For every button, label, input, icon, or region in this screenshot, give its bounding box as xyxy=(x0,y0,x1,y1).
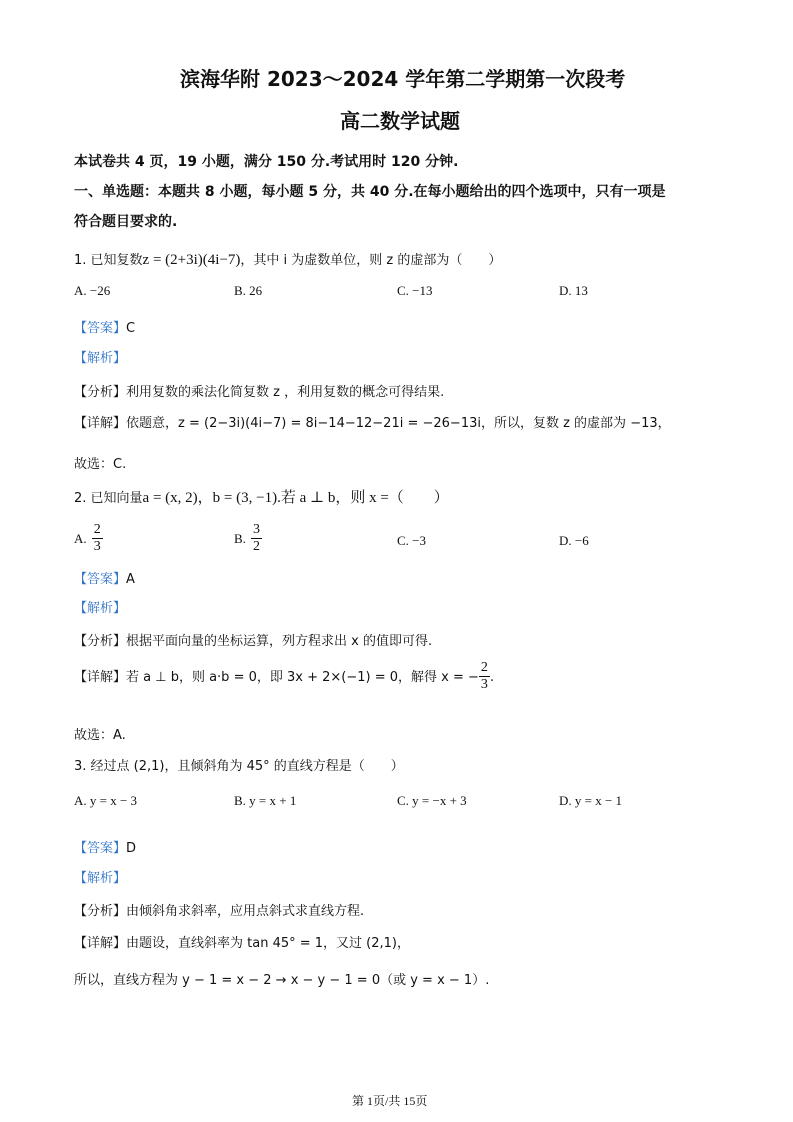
page-title: 滨海华附 2023～2024 学年第二学期第一次段考 xyxy=(180,67,626,91)
detail-tag: 【详解】 xyxy=(74,416,127,431)
page-subtitle: 高二数学试题 xyxy=(340,109,460,133)
q1-answer-value: C xyxy=(126,321,136,336)
question-2-formula: a = (x, 2)，b = (3, −1).若 a ⊥ b，则 x =（ ） xyxy=(142,490,449,506)
q3-conclusion: 所以，直线方程为 y − 1 = x − 2 → x − y − 1 = 0（或 y = x − 1）. xyxy=(74,973,490,988)
question-1-prefix: 1. 已知复数 xyxy=(74,253,143,268)
q3-detail xyxy=(74,932,410,951)
q1-analysis-tag: 【解析】 xyxy=(74,351,127,366)
q1-fenxi xyxy=(74,381,444,400)
q2-option-c: C. −3 xyxy=(397,533,427,548)
q2-fenxi-text: 根据平面向量的坐标运算，列方程求出 x 的值即可得. xyxy=(126,634,433,649)
fenxi-tag: 【分析】 xyxy=(74,634,127,649)
q2-fenxi xyxy=(74,630,432,649)
fraction-denominator: 3 xyxy=(93,539,101,554)
fraction-denominator: 3 xyxy=(480,677,488,692)
q1-detail xyxy=(74,412,671,431)
q2-option-a xyxy=(74,522,103,555)
q1-conclusion: 故选：C. xyxy=(74,457,127,472)
fraction-numerator: 3 xyxy=(253,522,261,537)
q3-fenxi-text: 由倾斜角求斜率，应用点斜式求直线方程. xyxy=(126,904,365,919)
q3-option-c: C. y = −x + 3 xyxy=(397,793,467,808)
exam-info: 本试卷共 4 页，19 小题，满分 150 分.考试用时 120 分钟. xyxy=(74,154,459,170)
q3-analysis-tag: 【解析】 xyxy=(74,871,127,886)
q2-detail-fraction xyxy=(479,660,490,693)
q1-option-d: D. 13 xyxy=(559,283,588,298)
fraction-denominator: 2 xyxy=(253,539,261,554)
q2-option-b xyxy=(234,522,262,555)
answer-tag: 【答案】 xyxy=(74,841,127,856)
fraction-numerator: 2 xyxy=(480,660,488,675)
q2-detail xyxy=(74,660,494,693)
q2-option-b-fraction xyxy=(251,522,262,555)
answer-tag: 【答案】 xyxy=(74,572,127,587)
detail-tag: 【详解】 xyxy=(74,936,127,951)
q1-option-a: A. −26 xyxy=(74,283,111,298)
section-heading-cont: 符合题目要求的. xyxy=(74,214,178,230)
q2-detail-end: . xyxy=(489,670,495,685)
question-1-suffix: ，其中 i 为虚数单位，则 z 的虚部为（ ） xyxy=(240,253,502,268)
answer-tag: 【答案】 xyxy=(74,321,127,336)
q1-option-b: B. 26 xyxy=(234,283,263,298)
q1-fenxi-text: 利用复数的乘法化简复数 z ，利用复数的概念可得结果. xyxy=(126,385,445,400)
question-2 xyxy=(74,486,449,507)
q2-option-d: D. −6 xyxy=(559,533,589,548)
q1-answer xyxy=(74,317,135,336)
question-1-formula: z = (2+3i)(4i−7) xyxy=(142,252,241,268)
q3-option-d: D. y = x − 1 xyxy=(559,793,623,808)
q2-option-b-label: B. xyxy=(234,531,246,546)
fenxi-tag: 【分析】 xyxy=(74,904,127,919)
q2-analysis-tag: 【解析】 xyxy=(74,601,127,616)
fenxi-tag: 【分析】 xyxy=(74,385,127,400)
q3-option-b: B. y = x + 1 xyxy=(234,793,297,808)
q3-answer-value: D xyxy=(126,841,137,856)
q2-answer-value: A xyxy=(126,572,135,587)
q3-option-a: A. y = x − 3 xyxy=(74,793,138,808)
detail-tag: 【详解】 xyxy=(74,670,127,685)
section-heading: 一、单选题：本题共 8 小题，每小题 5 分，共 40 分.在每小题给出的四个选项中，只有一项是 xyxy=(74,184,666,200)
q3-detail-text: 由题设，直线斜率为 tan 45° = 1，又过 (2,1)， xyxy=(126,936,411,951)
q2-option-a-label: A. xyxy=(74,531,87,546)
question-1 xyxy=(74,249,501,269)
q1-option-c: C. −13 xyxy=(397,283,433,298)
q3-fenxi xyxy=(74,900,364,919)
q2-conclusion: 故选：A. xyxy=(74,728,126,743)
q2-detail-text: 若 a ⊥ b，则 a·b = 0，即 3x + 2×(−1) = 0，解得 x = − xyxy=(126,670,479,685)
q2-answer xyxy=(74,568,135,587)
fraction-numerator: 2 xyxy=(93,522,101,537)
q2-option-a-fraction xyxy=(92,522,103,555)
question-2-prefix: 2. 已知向量 xyxy=(74,491,143,506)
q3-answer xyxy=(74,837,136,856)
page-number: 第 1页/共 15页 xyxy=(352,1094,428,1108)
question-3: 3. 经过点 (2,1)，且倾斜角为 45° 的直线方程是（ ） xyxy=(74,759,404,774)
q1-detail-text: 依题意，z = (2−3i)(4i−7) = 8i−14−12−21i = −26−13i，所以，复数 z 的虚部为 −13， xyxy=(126,416,671,431)
